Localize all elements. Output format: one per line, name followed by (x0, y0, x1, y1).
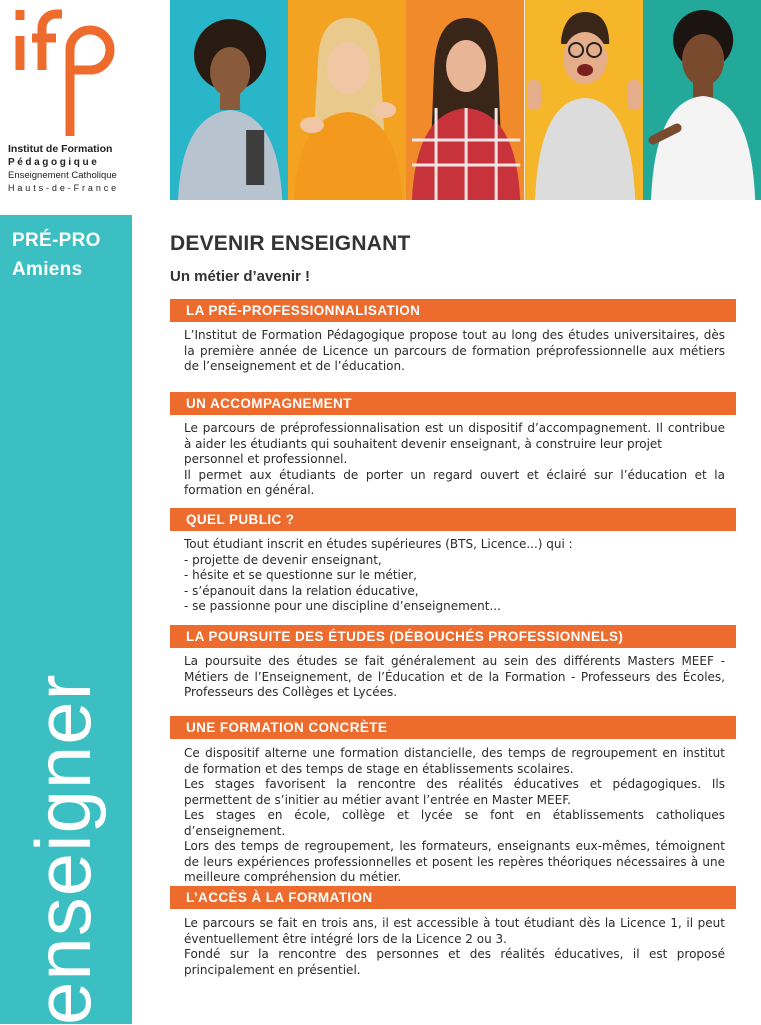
sidebar (0, 215, 132, 1024)
section-body-accompagnement (184, 421, 725, 499)
page-subtitle: Un métier d’avenir ! (170, 268, 311, 285)
student-photo-2 (288, 0, 406, 200)
student-photo-5 (643, 0, 761, 200)
section-paragraph: Fondé sur la rencontre des personnes et des réalités éducatives, il est proposé principalement en présentiel. (184, 947, 725, 977)
list-item: - hésite et se questionne sur le métier, (184, 568, 417, 582)
student-photo-1 (170, 0, 288, 200)
logo-line-1: Institut de Formation (8, 143, 113, 155)
section-heading-acces: L’ACCÈS À LA FORMATION (170, 886, 736, 909)
section-paragraph: Tout étudiant inscrit en études supérieures (BTS, Licence...) qui : (184, 537, 573, 551)
logo-line-4: Hauts-de-France (8, 183, 120, 193)
section-body-formation-concrete (184, 746, 725, 886)
section-paragraph: Les stages favorisent la rencontre des réalités éducatives et pédagogiques. Ils permettent de s’initier au métier avant l’entrée en Master MEEF. (184, 777, 725, 807)
section-paragraph: Les stages en école, collège et lycée se font en établissements catholiques d’enseignement. (184, 808, 725, 838)
section-paragraph: Ce dispositif alterne une formation distancielle, des temps de regroupement en institut de formation et des temps de stage en établissements scolaires. (184, 746, 725, 776)
section-body-preprofessionnalisation (184, 328, 725, 375)
section-paragraph: Le parcours de préprofessionnalisation est un dispositif d’accompagnement. Il contribue à aider les étudiants qui souhaitent devenir enseignant, à construire leur projet (184, 421, 725, 451)
sidebar-title-prepro: PRÉ-PRO (12, 230, 101, 251)
list-item: - s’épanouit dans la relation éducative, (184, 583, 419, 598)
ifp-logo-mark (12, 8, 122, 136)
section-paragraph: Le parcours se fait en trois ans, il est accessible à tout étudiant dès la Licence 1, il peut éventuellement être intégré lors de la Licence 2 ou 3. (184, 916, 725, 946)
sidebar-title-city: Amiens (12, 259, 83, 280)
logo-line-3: Enseignement Catholique (8, 170, 117, 181)
section-body-poursuite (184, 654, 725, 701)
section-heading-formation-concrete: UNE FORMATION CONCRÈTE (170, 716, 736, 739)
section-heading-public: QUEL PUBLIC ? (170, 508, 736, 531)
section-paragraph: La poursuite des études se fait généralement au sein des différents Masters MEEF - Métiers de l’Enseignement, de l’Éducation et de la Formation - Professeurs des Écoles, Professeurs des Collèges et Lycées. (184, 654, 725, 699)
list-item: - projette de devenir enseignant, (184, 552, 382, 567)
list-item: - se passionne pour une discipline d’enseignement... (184, 599, 501, 613)
photo-strip (170, 0, 761, 200)
section-paragraph: L’Institut de Formation Pédagogique propose tout au long des études universitaires, dès la première année de Licence un parcours de formation préprofessionnelle aux métiers de l’enseignement et de l’éducation. (184, 328, 725, 373)
section-body-public (184, 537, 725, 615)
section-heading-poursuite: LA POURSUITE DES ÉTUDES (DÉBOUCHÉS PROFESSIONNELS) (170, 625, 736, 648)
section-paragraph: personnel et professionnel. (184, 452, 348, 466)
section-heading-preprofessionnalisation: LA PRÉ-PROFESSIONNALISATION (170, 299, 736, 322)
student-photo-3 (406, 0, 524, 200)
section-paragraph: Il permet aux étudiants de porter un regard ouvert et éclairé sur l’éducation et la formation en général. (184, 467, 725, 497)
section-body-acces (184, 916, 725, 978)
ifp-logo (0, 0, 170, 215)
section-paragraph: Lors des temps de regroupement, les formateurs, enseignants eux-mêmes, témoignent de leurs expériences professionnelles et posent les repères théoriques nécessaires à une meilleure compréhension du métier. (184, 839, 725, 884)
student-photo-4 (525, 0, 643, 200)
sidebar-vertical-word: enseigner (19, 673, 107, 1025)
logo-line-2: Pédagogique (8, 157, 100, 168)
section-heading-accompagnement: UN ACCOMPAGNEMENT (170, 392, 736, 415)
page-title: DEVENIR ENSEIGNANT (170, 232, 411, 255)
